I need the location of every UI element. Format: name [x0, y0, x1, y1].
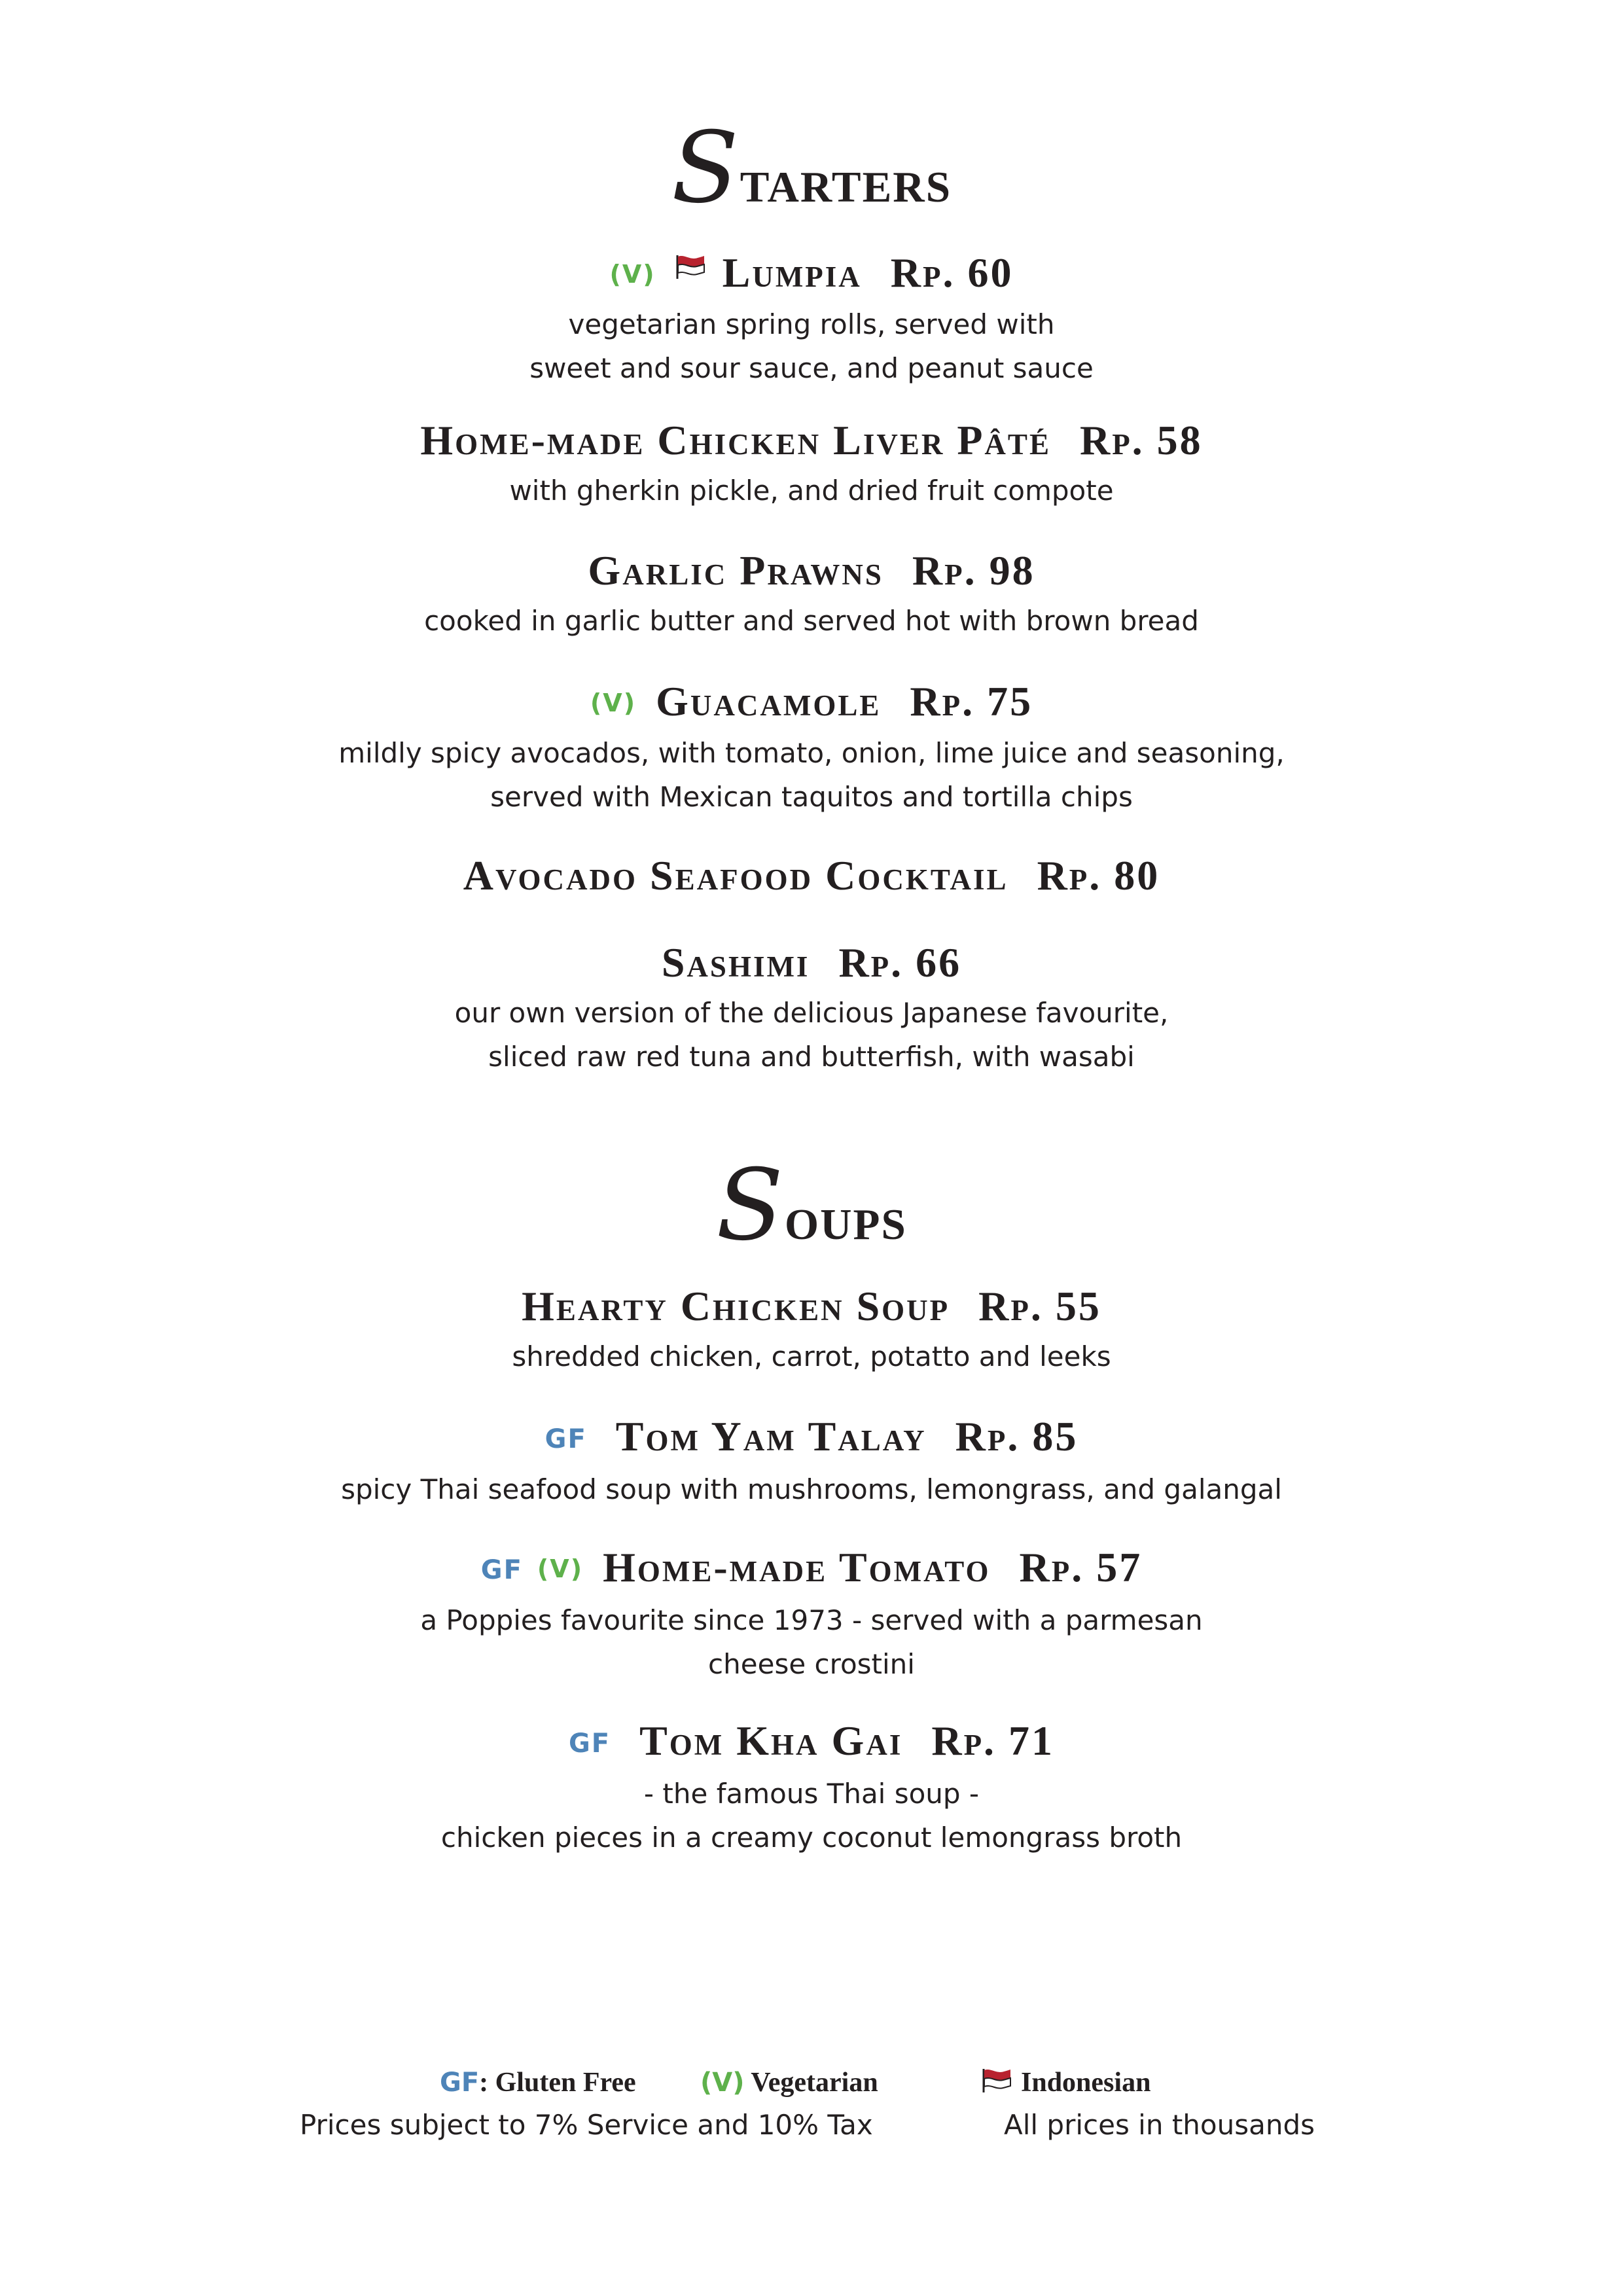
menu-item-home-made-tomato — [0, 1539, 1623, 1686]
item-heading — [0, 238, 1623, 302]
item-name: Tom Yam Talay — [615, 1413, 927, 1460]
item-heading — [0, 848, 1623, 904]
item-heading — [0, 1408, 1623, 1467]
item-description-line-1: - the famous Thai soup - — [643, 1778, 980, 1810]
section-title-soups — [0, 1149, 1623, 1263]
item-description-line-1: shredded chicken, carrot, potatto and leeks — [512, 1340, 1111, 1372]
item-description-line-1: mildly spicy avocados, with tomato, onion, lime juice and seasoning, — [338, 737, 1285, 769]
section-title-starters — [0, 111, 1623, 225]
item-price: Rp. 85 — [955, 1413, 1079, 1460]
item-heading — [0, 673, 1623, 731]
legend-indonesian-label: Indonesian — [1021, 2068, 1151, 2098]
title-rest: oups — [785, 1183, 907, 1253]
item-description-line-1: with gherkin pickle, and dried fruit compote — [509, 475, 1114, 507]
legend-vegetarian — [700, 2067, 878, 2098]
item-heading — [0, 1278, 1623, 1335]
legend-notes — [0, 2109, 1623, 2148]
item-price: Rp. 75 — [910, 678, 1033, 725]
indonesian-flag-icon — [982, 2068, 1012, 2101]
item-price: Rp. 60 — [890, 249, 1014, 296]
item-name: Avocado Seafood Cocktail — [463, 852, 1008, 899]
menu-item-chicken-liver-pate — [0, 412, 1623, 512]
item-name: Hearty Chicken Soup — [522, 1283, 950, 1329]
item-price: Rp. 71 — [931, 1717, 1055, 1764]
item-name: Sashimi — [661, 939, 810, 986]
menu-item-garlic-prawns — [0, 543, 1623, 643]
legend-gf-key: GF — [440, 2068, 480, 2098]
item-description-line-2: sweet and sour sauce, and peanut sauce — [529, 352, 1094, 384]
menu-item-guacamole — [0, 673, 1623, 819]
gluten-free-tag: GF — [544, 1424, 587, 1454]
thousands-note: All prices in thousands — [1004, 2109, 1315, 2141]
item-heading — [0, 1713, 1623, 1772]
item-heading — [0, 412, 1623, 469]
item-heading — [0, 543, 1623, 599]
legend-v-key: (V) — [700, 2068, 745, 2098]
item-price: Rp. 80 — [1037, 852, 1160, 899]
title-initial: S — [716, 1149, 785, 1263]
item-heading — [0, 935, 1623, 991]
item-price: Rp. 66 — [838, 939, 962, 986]
item-description-line-1: cooked in garlic butter and served hot with brown bread — [424, 605, 1199, 637]
item-name: Home-made Tomato — [603, 1544, 991, 1590]
legend-gluten-free — [440, 2067, 636, 2098]
vegetarian-tag: (V) — [537, 1554, 584, 1583]
indonesian-flag-icon — [675, 238, 705, 295]
item-description-line-2: sliced raw red tuna and butterfish, with wasabi — [488, 1041, 1135, 1073]
menu-item-avocado-seafood-cocktail — [0, 848, 1623, 904]
gluten-free-tag: GF — [568, 1729, 611, 1759]
item-description-line-1: our own version of the delicious Japanese favourite, — [454, 997, 1169, 1029]
item-price: Rp. 57 — [1019, 1544, 1143, 1590]
legend-indonesian — [982, 2067, 1150, 2101]
vegetarian-tag: (V) — [590, 689, 637, 717]
legend-v-label: Vegetarian — [751, 2068, 878, 2098]
item-heading — [0, 1539, 1623, 1598]
menu-item-lumpia — [0, 238, 1623, 390]
item-price: Rp. 58 — [1079, 417, 1203, 463]
item-name: Garlic Prawns — [588, 547, 883, 594]
title-rest: tarters — [740, 145, 952, 215]
legend — [0, 2067, 1623, 2106]
menu-item-hearty-chicken-soup — [0, 1278, 1623, 1378]
item-description-line-2: cheese crostini — [708, 1648, 915, 1680]
item-name: Tom Kha Gai — [639, 1717, 903, 1764]
item-description-line-2: served with Mexican taquitos and tortilla chips — [490, 781, 1133, 813]
legend-gf-label: : Gluten Free — [479, 2068, 636, 2098]
vegetarian-tag: (V) — [609, 260, 656, 289]
item-name: Home-made Chicken Liver Pâté — [420, 417, 1051, 463]
item-name: Lumpia — [722, 249, 862, 296]
menu-item-sashimi — [0, 935, 1623, 1079]
service-tax-note: Prices subject to 7% Service and 10% Tax — [300, 2109, 873, 2141]
item-description-line-1: vegetarian spring rolls, served with — [568, 308, 1055, 340]
item-description-line-1: spicy Thai seafood soup with mushrooms, lemongrass, and galangal — [341, 1473, 1282, 1505]
item-description-line-1: a Poppies favourite since 1973 - served with a parmesan — [420, 1604, 1203, 1636]
menu-item-tom-kha-gai — [0, 1713, 1623, 1859]
item-price: Rp. 55 — [978, 1283, 1101, 1329]
item-price: Rp. 98 — [912, 547, 1035, 594]
gluten-free-tag: GF — [480, 1555, 523, 1585]
menu-item-tom-yam-talay — [0, 1408, 1623, 1511]
title-initial: S — [671, 111, 740, 225]
item-name: Guacamole — [656, 678, 882, 725]
item-description-line-2: chicken pieces in a creamy coconut lemongrass broth — [440, 1821, 1183, 1854]
